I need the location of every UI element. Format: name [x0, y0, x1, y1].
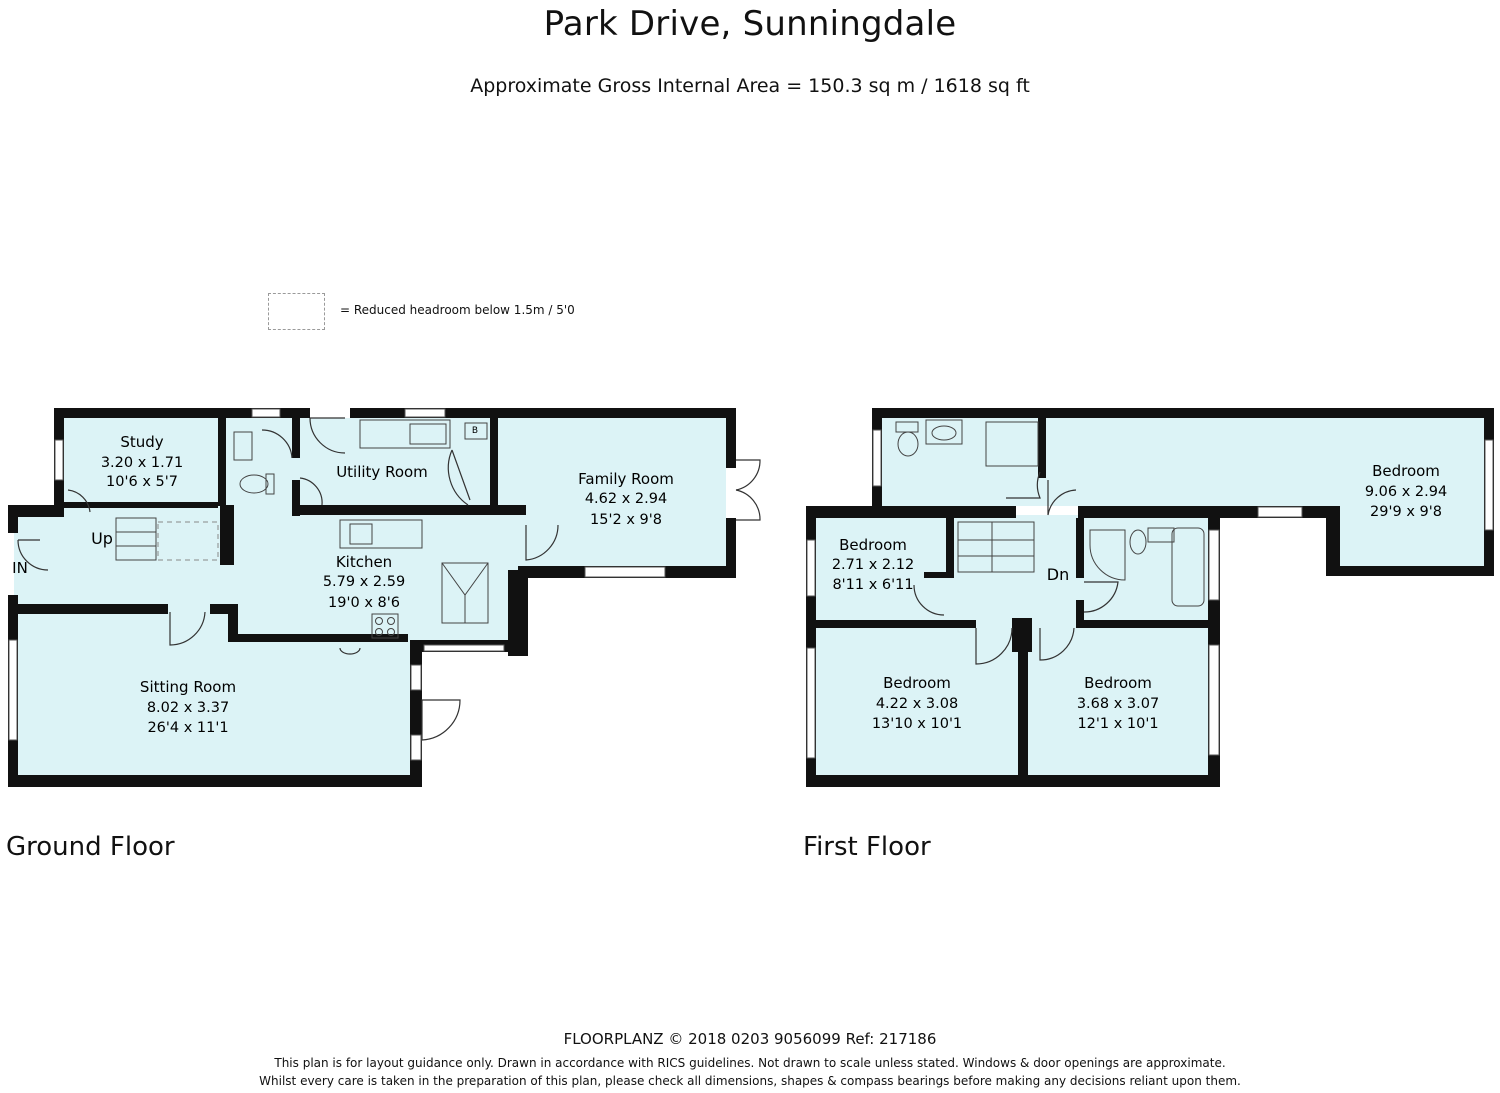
room-metric-dims: 8.02 x 3.37 — [146, 700, 230, 716]
room-imperial-dims: 29'9 x 9'8 — [1370, 504, 1442, 520]
room-metric-dims: 3.68 x 3.07 — [1076, 696, 1160, 712]
stairs-down-marker: Dn — [1046, 565, 1070, 584]
ground-floor-plan — [8, 408, 760, 787]
room-name: Bedroom — [839, 536, 907, 554]
room-name: Kitchen — [335, 553, 393, 571]
first-floor-plan — [806, 408, 1494, 787]
room-bedroom-left — [872, 674, 962, 732]
room-metric-dims: 5.79 x 2.59 — [322, 574, 406, 590]
gross-area-subtitle: Approximate Gross Internal Area = 150.3 sq m / 1618 sq ft — [470, 75, 1030, 97]
room-name: Bedroom — [1084, 674, 1152, 692]
footer-disclaimer-line: This plan is for layout guidance only. Drawn in accordance with RICS guidelines. Not drawn to scale unless stated. Windows & door openings are approximate. — [274, 1056, 1226, 1070]
room-metric-dims: 9.06 x 2.94 — [1364, 484, 1448, 500]
room-name: Utility Room — [336, 463, 428, 481]
room-bedroom-right — [1077, 674, 1159, 732]
room-imperial-dims: 13'10 x 10'1 — [871, 716, 963, 732]
room-name: Study — [120, 433, 164, 451]
room-imperial-dims: 8'11 x 6'11 — [832, 577, 914, 593]
room-imperial-dims: 10'6 x 5'7 — [106, 474, 178, 490]
footer-disclaimer-line-2: Whilst every care is taken in the preparation of this plan, please check all dimensions, shapes & compass bearings before making any decisions reliant upon them. — [259, 1074, 1241, 1088]
stairs-up-marker: Up — [91, 529, 113, 548]
plan-title: Park Drive, Sunningdale — [543, 4, 957, 44]
room-sitting — [140, 678, 236, 736]
room-bedroom-large — [1365, 462, 1447, 520]
room-utility — [336, 463, 428, 481]
room-metric-dims: 4.22 x 3.08 — [875, 696, 959, 712]
room-imperial-dims: 12'1 x 10'1 — [1077, 716, 1159, 732]
room-imperial-dims: 15'2 x 9'8 — [590, 512, 662, 528]
room-imperial-dims: 19'0 x 8'6 — [328, 595, 400, 611]
room-metric-dims: 2.71 x 2.12 — [831, 557, 915, 573]
room-metric-dims: 3.20 x 1.71 — [100, 455, 184, 471]
entrance-marker: IN — [12, 559, 28, 577]
room-name: Sitting Room — [139, 678, 237, 696]
ground-floor-label: Ground Floor — [6, 832, 175, 862]
room-metric-dims: 4.62 x 2.94 — [584, 491, 668, 507]
footer-company-line: FLOORPLANZ © 2018 0203 9056099 Ref: 217186 — [563, 1030, 937, 1048]
reduced-headroom-legend-text: = Reduced headroom below 1.5m / 5'0 — [340, 303, 575, 317]
room-family — [578, 470, 674, 528]
room-imperial-dims: 26'4 x 11'1 — [147, 720, 229, 736]
room-name: Bedroom — [883, 674, 951, 692]
room-name: Family Room — [578, 470, 674, 488]
room-bedroom-small — [832, 536, 914, 593]
first-floor-label: First Floor — [803, 832, 931, 862]
room-name: Bedroom — [1372, 462, 1440, 480]
boiler-marker: B — [471, 426, 479, 436]
